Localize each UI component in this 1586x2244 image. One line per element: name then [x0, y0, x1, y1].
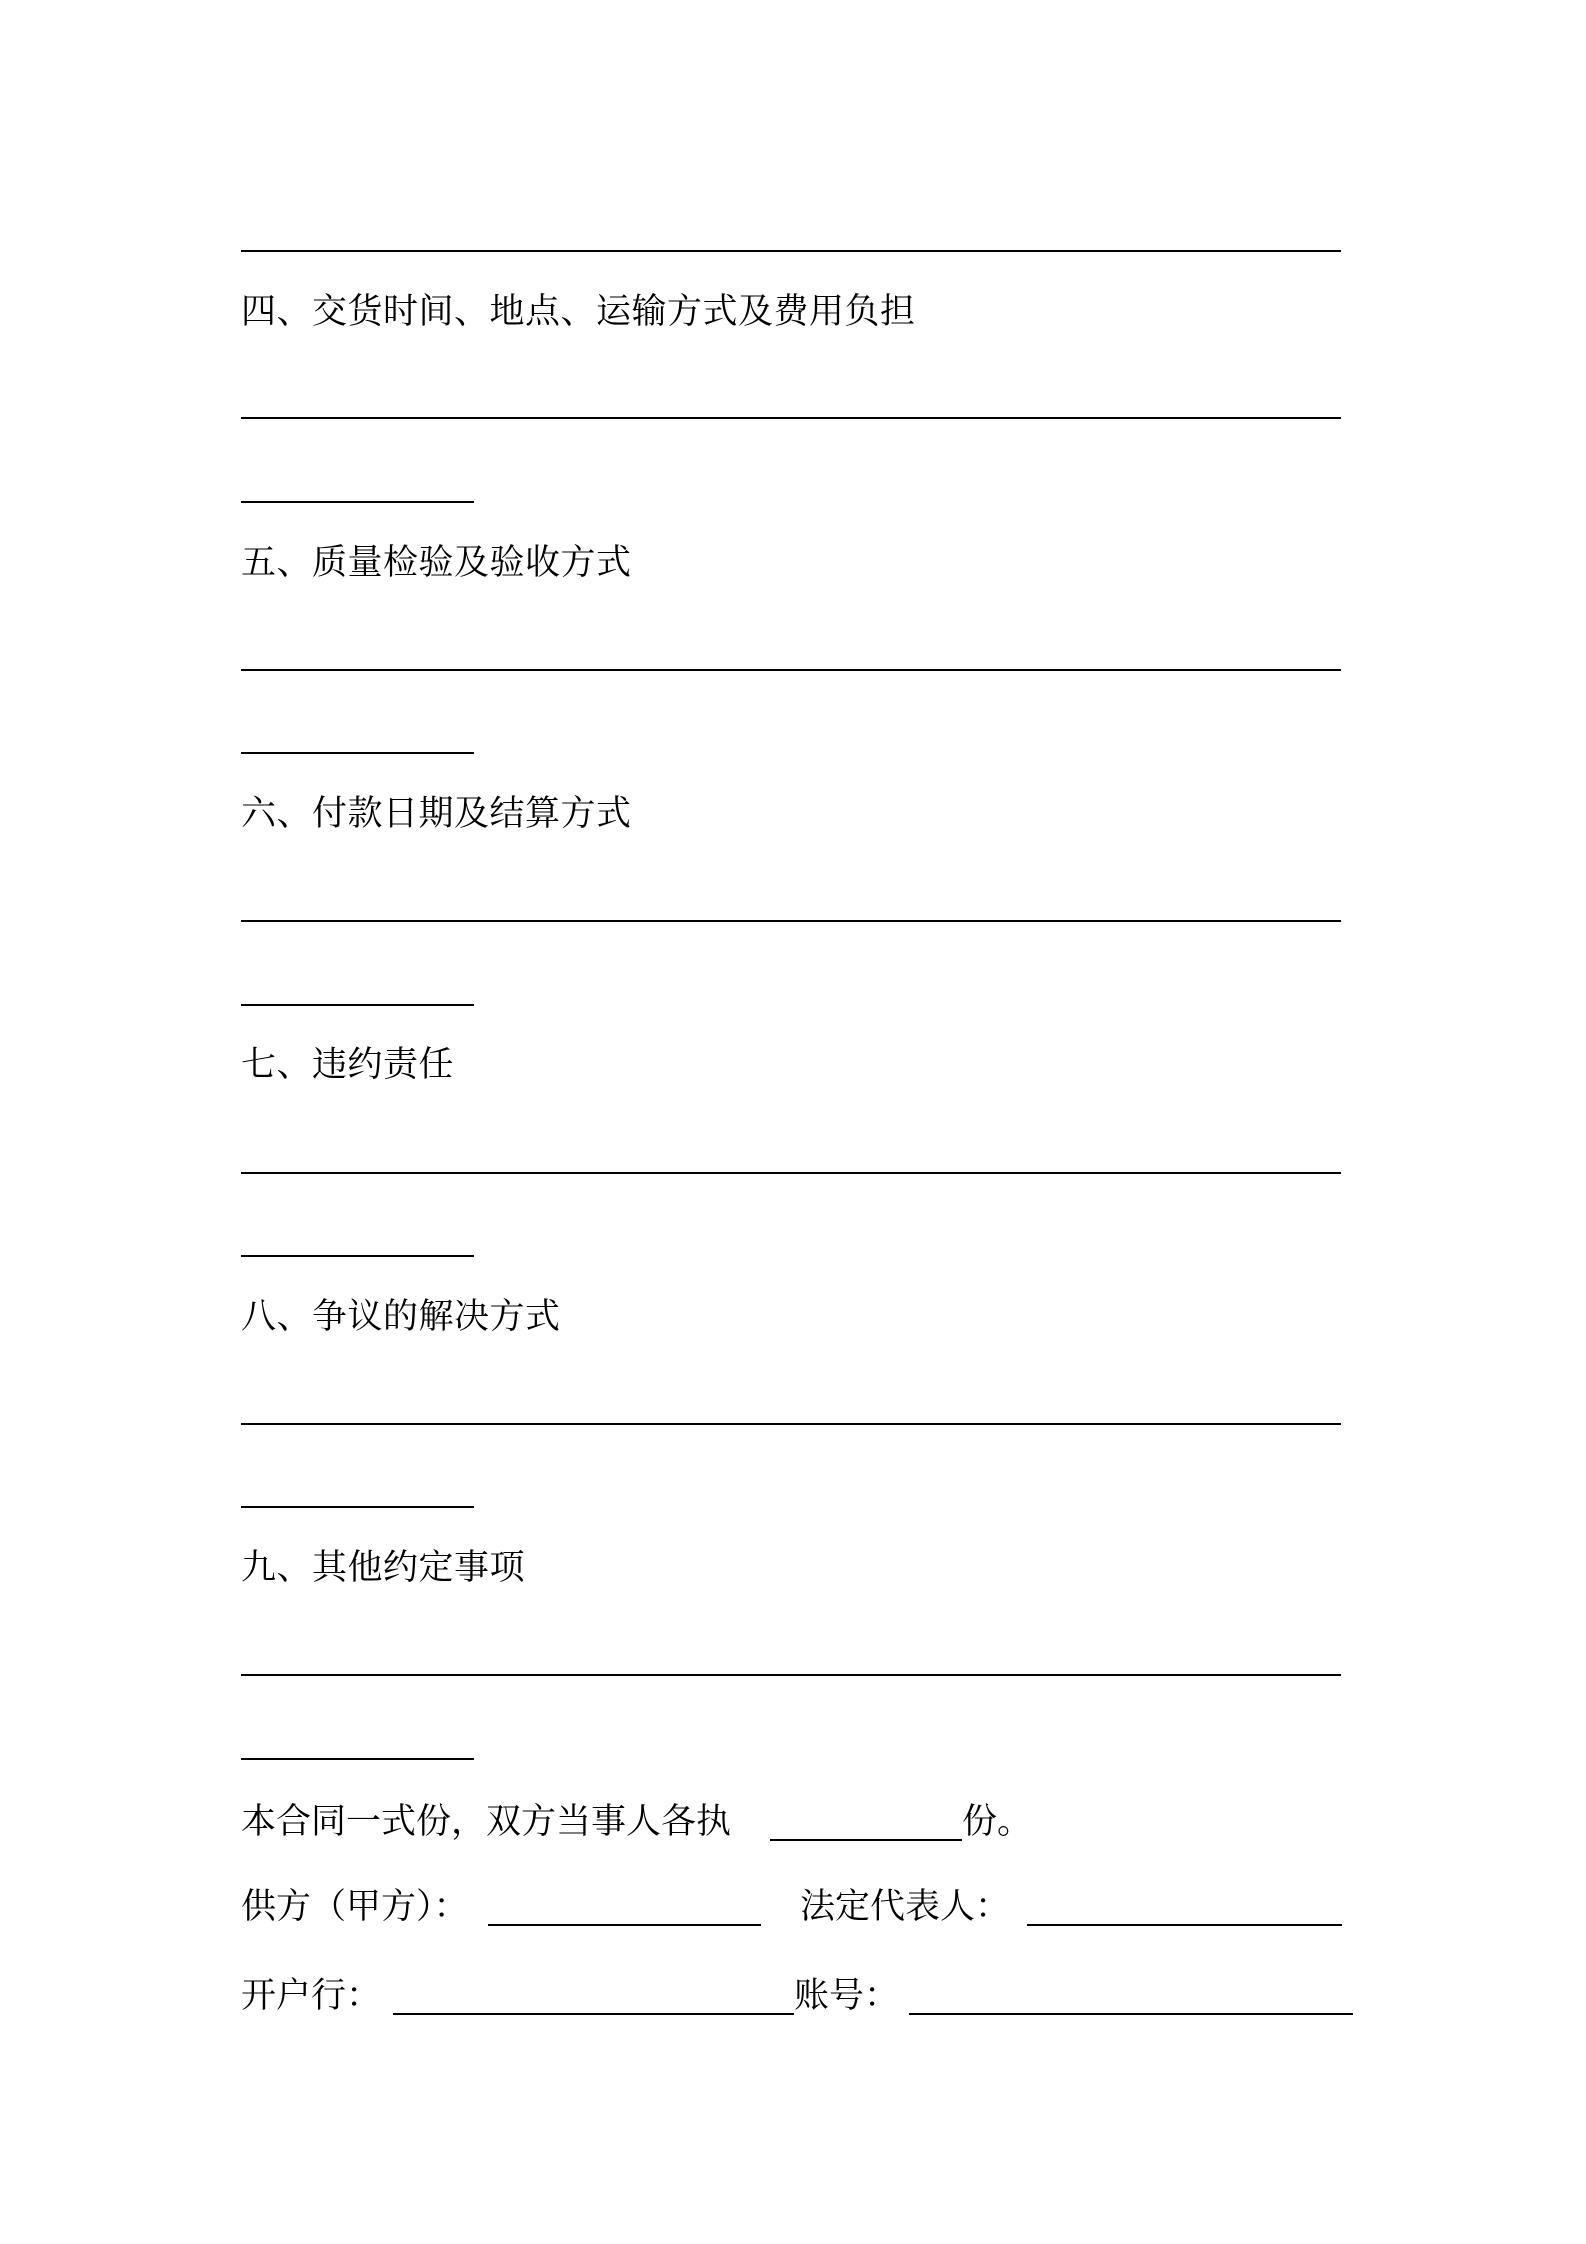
- blank-line: [241, 1423, 1341, 1425]
- copies-suffix: 份。: [962, 1802, 1033, 1842]
- section-heading-4: 四、交货时间、地点、运输方式及费用负担: [241, 292, 916, 332]
- blank-line: [241, 1674, 1341, 1676]
- legal-rep-blank[interactable]: [1027, 1924, 1342, 1926]
- bank-blank[interactable]: [393, 2013, 794, 2015]
- blank-line: [241, 1172, 1341, 1174]
- section-heading-5: 五、质量检验及验收方式: [241, 543, 632, 583]
- blank-line-short: [241, 1506, 474, 1508]
- blank-line: [241, 417, 1341, 419]
- supplier-label: 供方（甲方）：: [241, 1887, 469, 1927]
- account-label: 账号：: [794, 1976, 900, 2016]
- blank-line-short: [241, 501, 474, 503]
- copies-count-blank[interactable]: [770, 1839, 962, 1841]
- blank-line-short: [241, 1255, 474, 1257]
- section-heading-8: 八、争议的解决方式: [241, 1297, 561, 1337]
- bank-label: 开户行：: [241, 1976, 382, 2016]
- blank-line: [241, 669, 1341, 671]
- section-heading-7: 七、违约责任: [241, 1045, 455, 1085]
- account-blank[interactable]: [909, 2013, 1353, 2015]
- section-heading-9: 九、其他约定事项: [241, 1548, 526, 1588]
- copies-statement: 本合同一式份，双方当事人各执: [241, 1802, 732, 1842]
- section-heading-6: 六、付款日期及结算方式: [241, 794, 632, 834]
- supplier-blank[interactable]: [488, 1924, 761, 1926]
- blank-line-short: [241, 1004, 474, 1006]
- blank-line-short: [241, 1758, 474, 1760]
- blank-line: [241, 250, 1341, 252]
- legal-rep-label: 法定代表人：: [800, 1887, 1011, 1927]
- blank-line-short: [241, 752, 474, 754]
- blank-line: [241, 920, 1341, 922]
